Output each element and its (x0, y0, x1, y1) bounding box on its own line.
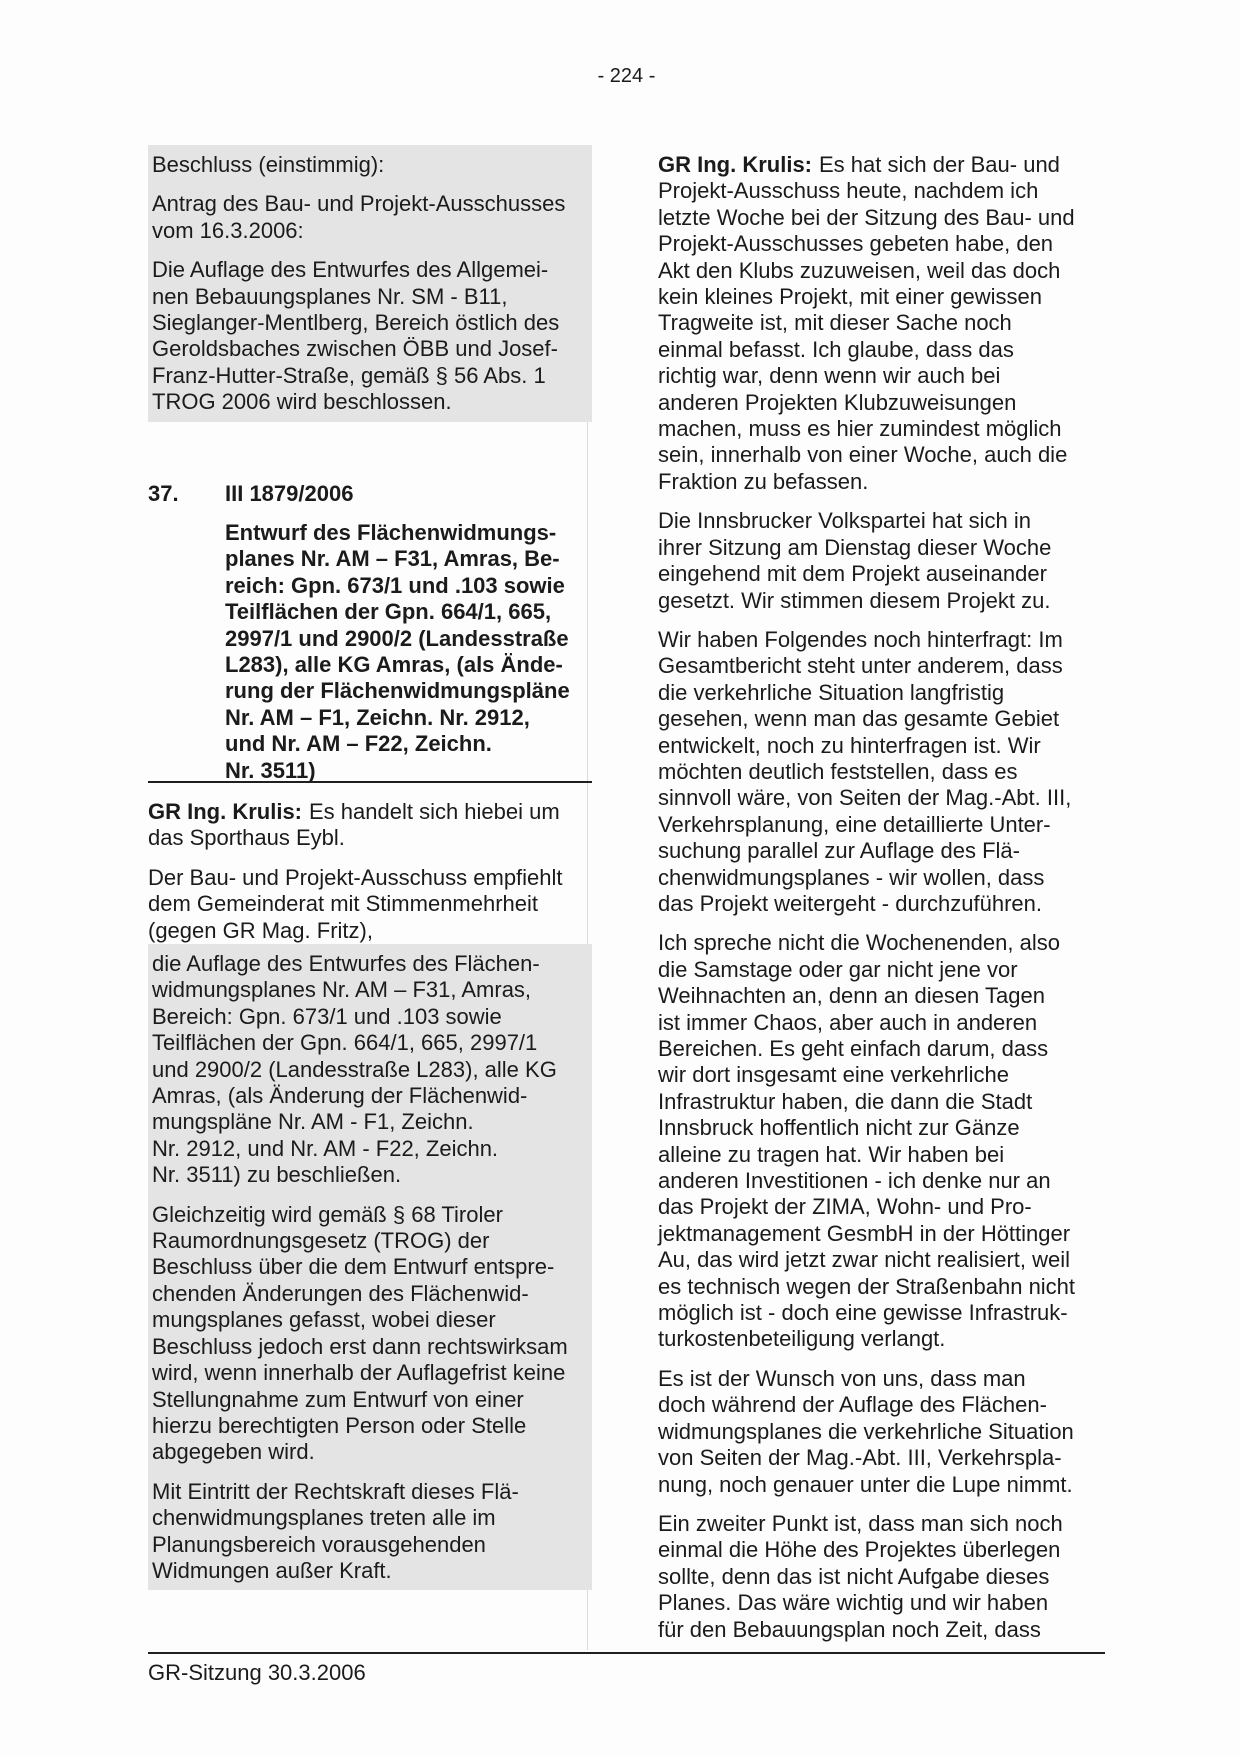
proposal-paragraph-3: Mit Eintritt der Rechtskraft dieses Flä- chenwidmungsplanes treten alle im Planungsbereich vorausgehenden Widmungen außer Kraft. (152, 1478, 519, 1583)
proposal-paragraph-2: Gleichzeitig wird gemäß § 68 Tiroler Raumordnungsgesetz (TROG) der Beschluss über die dem Entwurf entspre- chenden Änderungen des Flächenwid- mungsplanes gefasst, wobei dieser Beschluss jedoch erst dann rechtswirksam wird, wenn innerhalb der Auflagefrist keine Stellungnahme zum Entwurf von einer hierzu berechtigten Person oder Stelle abgegeben wird. (152, 1201, 568, 1465)
speech-paragraph-5: Es ist der Wunsch von uns, dass man doch während der Auflage des Flächen- widmungsplanes die verkehrliche Situation von Seiten der Mag.-Abt. III, Verkehrspla- nung, noch genauer unter die Lupe nimmt. (658, 1365, 1074, 1497)
speech-paragraph-6: Ein zweiter Punkt ist, dass man sich noch einmal die Höhe des Projektes überlegen sollte, denn das ist nicht Aufgabe dieses Planes. Das wäre wichtig und wir haben für den Bebauungsplan noch Zeit, dass (658, 1510, 1063, 1642)
agenda-item-number: 37. (148, 481, 179, 506)
speech-krulis (658, 152, 1123, 1656)
speech-paragraph-4: Ich spreche nicht die Wochenenden, also die Samstage oder gar nicht jene vor Weihnachten an, denn an diesen Tagen ist immer Chaos, aber auch in anderen Bereichen. Es geht einfach darum, dass wir dort insgesamt eine verkehrliche Infrastruktur haben, die dann die Stadt Innsbruck hoffentlich nicht zur Gänze alleine zu tragen hat. Wir haben bei anderen Investitionen - ich denke nur an das Projekt der ZIMA, Wohn- und Pro- jektmanagement GesmbH in der Höttinger Au, das wird jetzt zwar nicht realisiert, weil es technisch wegen der Straßenbahn nicht möglich ist - doch eine gewisse Infrastruk- turkostenbeteiligung verlangt. (658, 930, 1076, 1352)
resolution-unanimous-block (148, 145, 592, 422)
speaker-paragraph-krulis-left (148, 799, 592, 852)
heading-separator-line (148, 781, 592, 783)
page-number: - 224 - (597, 65, 656, 87)
agenda-item-file-ref: III 1879/2006 (225, 481, 354, 506)
footer-text: GR-Sitzung 30.3.2006 (148, 1660, 366, 1685)
speaker-text: Es handelt sich hiebei um das Sporthaus Eybl. (148, 799, 560, 851)
speaker-name: GR Ing. Krulis: (148, 799, 302, 824)
speech-paragraph-1: GR Ing. Krulis: Es hat sich der Bau- und Projekt-Ausschuss heute, nachdem ich letzte Woche bei der Sitzung des Bau- und Projekt-Ausschusses gebeten habe, den Akt den Klubs zuzuweisen, weil das doch kein kleines Projekt, mit einer gewissen Tragweite ist, mit dieser Sache noch einmal befasst. Ich glaube, dass das richtig war, denn wenn wir auch bei anderen Projekten Klubzuweisungen machen, muss es hier zumindest möglich sein, innerhalb von einer Woche, auch die Fraktion zu befassen. (658, 152, 1075, 494)
footer-separator-line (148, 1652, 1105, 1654)
committee-recommendation-paragraph: Der Bau- und Projekt-Ausschuss empfiehlt dem Gemeinderat mit Stimmenmehrheit (gegen GR Mag. Fritz), (148, 865, 563, 943)
speaker-name: GR Ing. Krulis: (658, 152, 812, 177)
proposal-highlight-block (148, 944, 592, 1590)
proposal-paragraph-1: die Auflage des Entwurfes des Flächen- widmungsplanes Nr. AM – F31, Amras, Bereich: Gpn. 673/1 und .103 sowie Teilflächen der Gpn. 664/1, 665, 2997/1 und 2900/2 (Landesstraße L283), alle KG Amras, (als Änderung der Flächenwid- mungspläne Nr. AM - F1, Zeichn. Nr. 2912, und Nr. AM - F22, Zeichn. Nr. 3511) zu beschließen. (152, 951, 557, 1188)
resolution-text-paragraph: Die Auflage des Entwurfes des Allgemei- nen Bebauungsplanes Nr. SM - B11, Sieglanger-Mentlberg, Bereich östlich des Geroldsbaches zwischen ÖBB und Josef- Franz-Hutter-Straße, gemäß § 56 Abs. 1 TROG 2006 wird beschlossen. (152, 257, 560, 415)
agenda-item-heading (148, 481, 353, 507)
speech-paragraph-2: Die Innsbrucker Volkspartei hat sich in ihrer Sitzung am Dienstag dieser Woche eingehend mit dem Projekt auseinander gesetzt. Wir stimmen diesem Projekt zu. (658, 508, 1052, 613)
motion-source-paragraph: Antrag des Bau- und Projekt-Ausschusses vom 16.3.2006: (152, 191, 566, 243)
agenda-item-title: Entwurf des Flächenwidmungs- planes Nr. AM – F31, Amras, Be- reich: Gpn. 673/1 und .103 sowie Teilflächen der Gpn. 664/1, 665, 2997/1 und 2900/2 (Landesstraße L283), alle KG Amras, (als Ände- rung der Flächenwidmungspläne Nr. AM – F1, Zeichn. Nr. 2912, und Nr. AM – F22, Zeichn. Nr. 3511) (225, 520, 570, 783)
speech-paragraph-3: Wir haben Folgendes noch hinterfragt: Im Gesamtbericht steht unter anderem, dass die verkehrliche Situation langfristig gesehen, wenn man das gesamte Gebiet entwickelt, noch zu hinterfragen ist. Wir möchten deutlich feststellen, dass es sinnvoll wäre, von Seiten der Mag.-Abt. III, Verkehrsplanung, eine detaillierte Unter- suchung parallel zur Auflage des Flä- chenwidmungsplanes - wir wollen, dass das Projekt weitergeht - durchzuführen. (658, 626, 1072, 916)
resolution-heading: Beschluss (einstimmig): (152, 152, 385, 177)
